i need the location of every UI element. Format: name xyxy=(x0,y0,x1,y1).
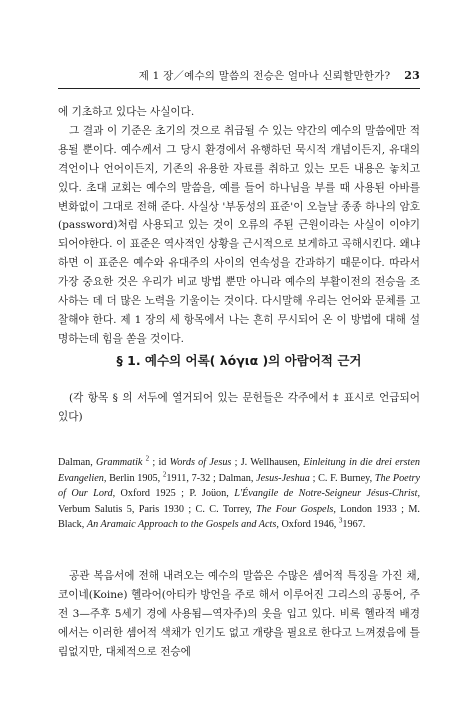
running-head xyxy=(58,68,420,86)
paragraph-continuation: 에 기초하고 있다는 사실이다. xyxy=(58,106,195,118)
paragraph: 그 결과 이 기준은 초기의 것으로 취급될 수 있는 약간의 예수의 말씀에만 적용될 뿐이다. 예수께서 그 당시 환경에서 유행하던 묵시적 개념이든지, 유대의 격언이나 언어이든지, 기존의 유용한 자료를 취하고 있는 모든 내용은 놓치고 있다. 초대 교회는 예수의 말씀을, 예를 들어 하나님을 부를 때 사용된 아바를 변화없이 그대로 전해 준다. 사실상 '부동성의 표준'이 오늘날 종종 하나의 암호(password)처럼 사용되고 있는 것이 오류의 주된 근원이라는 사실이 이야기되어야한다. 이 표준은 역사적인 상황을 근시적으로 보게하고 곡해시킨다. 왜냐하면 이 표준은 예수와 유대주의 사이의 연속성을 간과하기 때문이다. 따라서 가장 중요한 것은 우리가 비교 방법 뿐만 아니라 예수의 부활이전의 전승을 조사하는 데 더 많은 노력을 기울이는 것이다. 다시말해 우리는 언어와 문체를 고찰해야 한다. 제 1 장의 세 항목에서 나는 흔히 무시되어 온 이 방법에 대해 설명하는데 힘을 쏟을 것이다. xyxy=(58,124,420,345)
section-note: (각 항목 § 의 서두에 열거되어 있는 문헌들은 각주에서 ‡ 표시로 언급되어 있다) xyxy=(58,392,420,423)
closing-paragraph: 공관 복음서에 전해 내려오는 예수의 말씀은 수많은 셈어적 특징을 가진 채, 코이네(Koine) 헬라어(아티카 방언을 주로 해서 이루어진 그리스의 공통어, 주전 3—주후 5세기 경에 사용됨—역자주)의 옷을 입고 있다. 비록 헬라적 배경에서는 이러한 셈어적 색채가 인기도 없고 개량을 필요로 한다고 느껴졌음에 틀림없지만, 대체적으로 전승에 xyxy=(58,570,420,658)
section-heading: § 1. 예수의 어록( λόγια )의 아람어적 근거 xyxy=(116,353,362,368)
body-text xyxy=(58,103,420,349)
chapter-title: 제 1 장／예수의 말씀의 전승은 얼마나 신뢰할만한가? xyxy=(138,70,391,82)
page-number: 23 xyxy=(404,69,420,82)
header-rule xyxy=(58,88,420,89)
bibliography xyxy=(58,455,420,533)
bibliography-entry: Dalman, Grammatik $^2$ ; id Words of Jesus ; J. Wellhausen, Einleitung in die drei ersten Evangelien, Berlin 1905, $^2$1911, 7-32 ; Dalman, Jesus-Jeshua ; C. F. Burney, The Poetry of Our Lord, Oxford 1925 ; P. Joüon, L'Évangile de Notre-Seigneur Jésus-Christ, Verbum Salutis 5, Paris 1930 ; C. C. Torrey, The Four Gospels, London 1933 ; M. Black, An Aramaic Approach to the Gospels and Acts, Oxford 1946, $^3$1967. xyxy=(58,454,421,531)
